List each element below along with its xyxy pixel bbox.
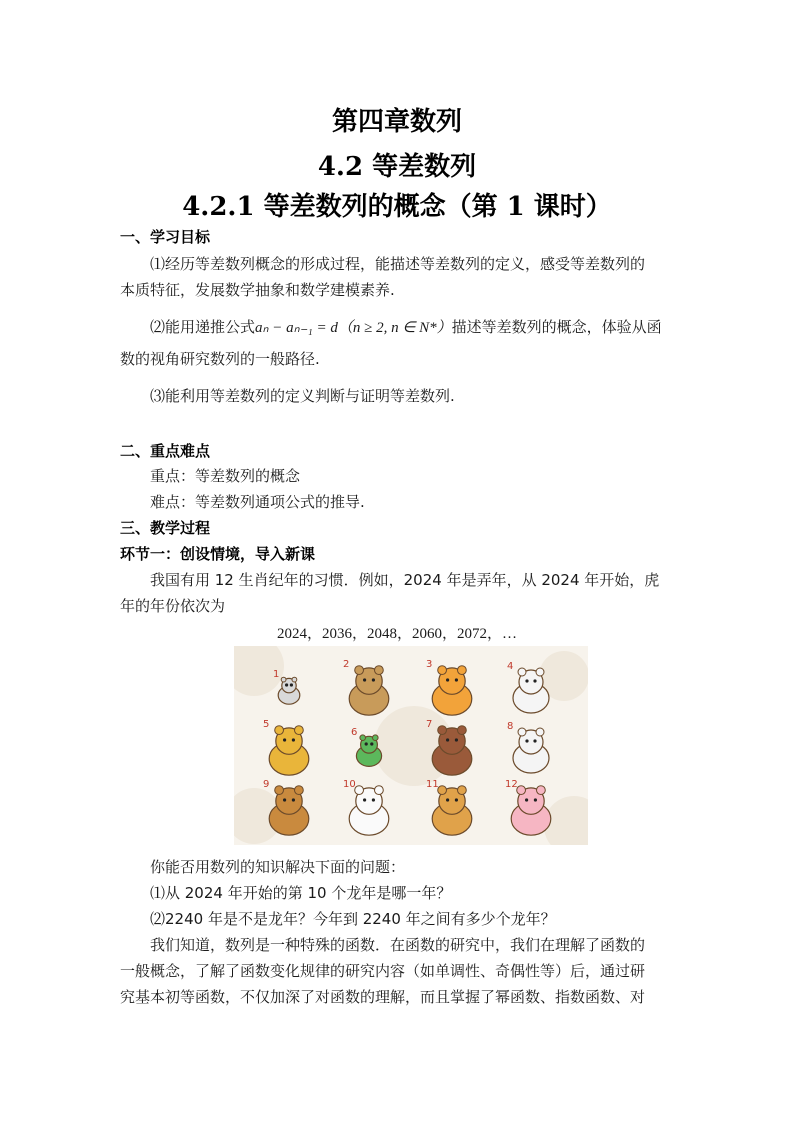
zodiac-number-label: 2 — [343, 659, 350, 670]
pig-icon — [511, 786, 551, 836]
objectives-heading: 一、学习目标 — [120, 228, 211, 246]
zodiac-number-label: 3 — [426, 659, 433, 670]
key-points-heading: 二、重点难点 — [120, 442, 211, 460]
para1-line1: 我国有用 12 生肖纪年的习惯．例如，2024 年是弄年，从 2024 年开始，虎 — [150, 571, 660, 589]
section-title: 4.2 等差数列 — [317, 152, 477, 182]
question-intro: 你能否用数列的知识解决下面的问题： — [150, 858, 406, 876]
process-heading: 三、教学过程 — [120, 519, 211, 537]
para2-line1: 我们知道，数列是一种特殊的函数．在函数的研究中，我们在理解了函数的 — [150, 936, 646, 954]
zodiac-number-label: 11 — [426, 779, 439, 790]
zodiac-number-label: 5 — [263, 719, 270, 730]
question-2: ⑵2240 年是不是龙年？今年到 2240 年之间有多少个龙年？ — [150, 910, 556, 928]
objective-3: ⑶能利用等差数列的定义判断与证明等差数列. — [150, 387, 455, 405]
monkey-icon — [269, 786, 309, 836]
sheep-icon — [513, 728, 549, 773]
rooster-icon — [349, 786, 389, 836]
question-1: ⑴从 2024 年开始的第 10 个龙年是哪一年？ — [150, 884, 452, 902]
zodiac-illustration — [234, 646, 588, 845]
objective-2-suffix: 描述等差数列的概念，体验从函 — [451, 318, 662, 336]
snake-icon — [356, 735, 381, 767]
objective-1-line2: 本质特征，发展数学抽象和数学建模素养. — [120, 281, 395, 299]
focus-point: 重点：等差数列的概念 — [150, 467, 301, 485]
zodiac-number-label: 12 — [505, 779, 518, 790]
tiger-icon — [432, 666, 472, 716]
objective-2-line2: 数的视角研究数列的一般路径. — [120, 350, 320, 368]
zodiac-number-label: 8 — [507, 721, 514, 732]
lesson-title: 4.2.1 等差数列的概念（第 1 课时） — [182, 192, 612, 222]
zodiac-number-label: 7 — [426, 719, 433, 730]
objective-2-prefix: ⑵能用递推公式 — [150, 318, 256, 336]
zodiac-number-label: 6 — [351, 727, 358, 738]
dragon-icon — [269, 726, 309, 776]
zodiac-number-label: 10 — [343, 779, 356, 790]
zodiac-number-label: 1 — [273, 669, 280, 680]
difficulty-point: 难点：等差数列通项公式的推导. — [150, 493, 365, 511]
objective-1-line1: ⑴经历等差数列概念的形成过程，能描述等差数列的定义，感受等差数列的 — [150, 255, 646, 273]
para2-line3: 究基本初等函数，不仅加深了对函数的理解，而且掌握了幂函数、指数函数、对 — [120, 988, 646, 1006]
zodiac-image — [234, 646, 588, 845]
ox-icon — [349, 666, 389, 716]
tiger-year-sequence: 2024，2036，2048，2060，2072，… — [276, 626, 517, 642]
zodiac-number-label: 4 — [507, 661, 514, 672]
rat-icon — [278, 677, 300, 704]
objective-2-line1 — [150, 316, 662, 337]
para1-line2: 年的年份依次为 — [120, 597, 226, 615]
zodiac-number-label: 9 — [263, 779, 270, 790]
para2-line2: 一般概念，了解了函数变化规律的研究内容（如单调性、奇偶性等）后，通过研 — [120, 962, 646, 980]
chapter-title: 第四章数列 — [331, 107, 462, 137]
dog-icon — [432, 786, 472, 836]
step1-heading: 环节一：创设情境，导入新课 — [120, 545, 316, 563]
recursive-formula: aₙ − aₙ₋₁ = d（n ≥ 2, n ∈ N*） — [255, 320, 452, 336]
